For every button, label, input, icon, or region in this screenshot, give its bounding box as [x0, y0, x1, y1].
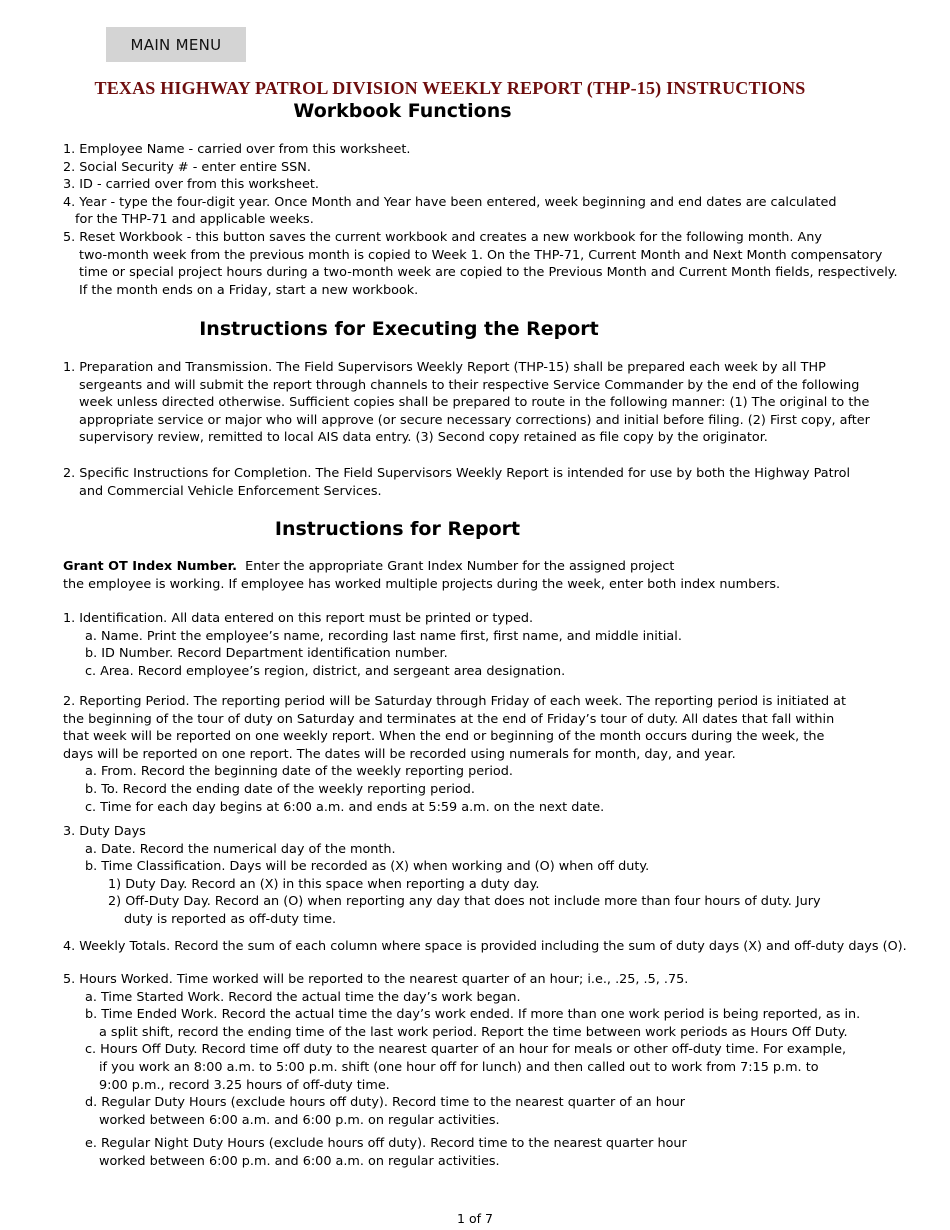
workbook-functions-heading: Workbook Functions: [293, 100, 512, 122]
list-item: the beginning of the tour of duty on Saturday and terminates at the end of Friday’s tour of duty. All dates that fall within: [63, 711, 835, 727]
list-item: b. Time Classification. Days will be recorded as (X) when working and (O) when off duty.: [85, 859, 650, 875]
list-item: 2. Reporting Period. The reporting period will be Saturday through Friday of each week. The reporting period is initiated at: [63, 694, 847, 709]
list-item: 1) Duty Day. Record an (X) in this space when reporting a duty day.: [108, 876, 540, 892]
duty-days-section: [63, 823, 821, 929]
reporting-period-section: [63, 693, 846, 816]
list-item: 1. Preparation and Transmission. The Field Supervisors Weekly Report (THP-15) shall be prepared each week by all THP: [63, 360, 826, 375]
list-item: a. From. Record the beginning date of the weekly reporting period.: [85, 764, 513, 780]
list-item: if you work an 8:00 a.m. to 5:00 p.m. shift (one hour off for lunch) and then called out to work from 7:15 p.m. to: [99, 1059, 819, 1075]
list-item: and Commercial Vehicle Enforcement Services.: [79, 483, 382, 499]
list-item: 2. Specific Instructions for Completion. The Field Supervisors Weekly Report is intended for use by both the Highway Patrol: [63, 466, 851, 481]
identification-section: [63, 610, 682, 680]
list-item: supervisory review, remitted to local AIS data entry. (3) Second copy retained as file copy by the originator.: [79, 430, 768, 446]
list-item: b. Time Ended Work. Record the actual time the day’s work ended. If more than one work period is being reported, as in.: [85, 1007, 861, 1023]
list-item: If the month ends on a Friday, start a new workbook.: [79, 282, 419, 298]
workbook-functions-list: [63, 141, 898, 299]
list-item: d. Regular Duty Hours (exclude hours off duty). Record time to the nearest quarter of an hour: [85, 1095, 686, 1111]
list-item: 9:00 p.m., record 3.25 hours of off-duty time.: [99, 1077, 390, 1093]
list-item: for the THP-71 and applicable weeks.: [75, 212, 314, 228]
list-item: c. Hours Off Duty. Record time off duty to the nearest quarter of an hour for meals or other off-duty time. For example,: [85, 1042, 847, 1058]
list-item: a split shift, record the ending time of the last work period. Report the time between work periods as Hours Off Duty.: [99, 1024, 848, 1040]
weekly-totals-paragraph: [63, 938, 907, 956]
list-item: sergeants and will submit the report through channels to their respective Service Commander by the end of the following: [79, 377, 860, 393]
list-item: appropriate service or major who will approve (or secure necessary corrections) and initial before filing. (2) First copy, after: [79, 412, 870, 428]
list-item: two-month week from the previous month is copied to Week 1. On the THP-71, Current Month and Next Month compensatory: [79, 247, 883, 263]
list-item: c. Area. Record employee’s region, district, and sergeant area designation.: [85, 663, 566, 679]
list-item: that week will be reported on one weekly report. When the end or beginning of the month occurs during the week, the: [63, 729, 825, 745]
list-item: week unless directed otherwise. Sufficient copies shall be prepared to route in the following manner: (1) The original to the: [79, 395, 870, 411]
list-item: 5. Reset Workbook - this button saves the current workbook and creates a new workbook for the following month. Any: [63, 229, 822, 245]
hours-worked-section: [63, 971, 860, 1129]
specific-instructions-paragraph: [63, 465, 850, 500]
list-item: 4. Year - type the four-digit year. Once Month and Year have been entered, week beginning and end dates are calculated: [63, 194, 837, 210]
list-item: 3. ID - carried over from this worksheet.: [63, 177, 319, 193]
list-item: a. Name. Print the employee’s name, recording last name first, first name, and middle initial.: [85, 628, 682, 644]
grant-ot-paragraph: [63, 558, 780, 593]
grant-ot-label: Grant OT Index Number.: [63, 559, 237, 574]
grant-ot-text: Enter the appropriate Grant Index Number for the assigned project: [236, 559, 675, 574]
list-item: duty is reported as off-duty time.: [124, 911, 337, 927]
list-item: a. Time Started Work. Record the actual time the day’s work began.: [85, 989, 521, 1005]
page-number: 1 of 7: [457, 1211, 493, 1226]
list-item: 1. Employee Name - carried over from this worksheet.: [63, 142, 411, 157]
list-item: e. Regular Night Duty Hours (exclude hours off duty). Record time to the nearest quarter hour: [85, 1136, 687, 1151]
list-item: 4. Weekly Totals. Record the sum of each column where space is provided including the sum of duty days (X) and off-duty days (O).: [63, 939, 907, 954]
list-item: b. To. Record the ending date of the weekly reporting period.: [85, 781, 475, 797]
list-item: 3. Duty Days: [63, 824, 146, 839]
page-title: TEXAS HIGHWAY PATROL DIVISION WEEKLY REPORT (THP-15) INSTRUCTIONS: [94, 78, 806, 98]
list-item: 1. Identification. All data entered on this report must be printed or typed.: [63, 611, 534, 626]
list-item: worked between 6:00 a.m. and 6:00 p.m. on regular activities.: [99, 1112, 500, 1128]
main-menu-button[interactable]: MAIN MENU: [106, 27, 246, 62]
grant-ot-text-line2: the employee is working. If employee has worked multiple projects during the week, enter both index numbers.: [63, 576, 781, 592]
list-item: 2) Off-Duty Day. Record an (O) when reporting any day that does not include more than four hours of duty. Jury: [108, 894, 821, 910]
list-item: time or special project hours during a two-month week are copied to the Previous Month and Current Month fields, respectively.: [79, 265, 898, 281]
executing-report-heading: Instructions for Executing the Report: [199, 318, 599, 340]
list-item: 5. Hours Worked. Time worked will be reported to the nearest quarter of an hour; i.e., .25, .5, .75.: [63, 972, 689, 987]
instructions-for-report-heading: Instructions for Report: [274, 518, 521, 540]
list-item: worked between 6:00 p.m. and 6:00 a.m. on regular activities.: [99, 1153, 500, 1169]
list-item: b. ID Number. Record Department identification number.: [85, 646, 448, 662]
list-item: c. Time for each day begins at 6:00 a.m. and ends at 5:59 a.m. on the next date.: [85, 799, 605, 815]
night-duty-section: [63, 1135, 687, 1170]
list-item: a. Date. Record the numerical day of the month.: [85, 841, 396, 857]
list-item: days will be reported on one report. The dates will be recorded using numerals for month, day, and year.: [63, 746, 736, 762]
preparation-paragraph: [63, 359, 870, 447]
list-item: 2. Social Security # - enter entire SSN.: [63, 159, 311, 175]
